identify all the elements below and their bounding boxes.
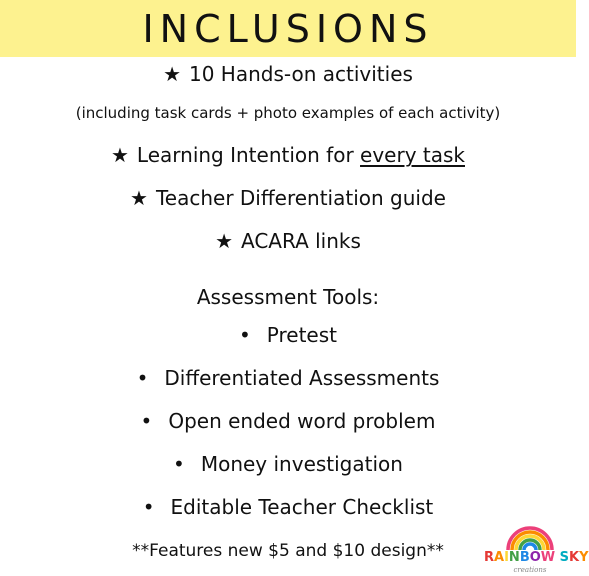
assessment-item-text: Money investigation bbox=[200, 452, 403, 476]
star-icon: ★ bbox=[163, 62, 181, 86]
inclusion-item bbox=[0, 143, 576, 167]
star-icon: ★ bbox=[130, 186, 148, 210]
logo-tagline: creations bbox=[513, 566, 547, 574]
title-banner bbox=[0, 0, 576, 57]
assessment-item bbox=[0, 366, 576, 390]
inclusion-text: Teacher Differentiation guide bbox=[155, 186, 446, 210]
inclusion-note-text: (including task cards + photo examples of each activity) bbox=[75, 104, 501, 122]
assessment-item bbox=[0, 409, 576, 433]
inclusion-note bbox=[0, 104, 576, 122]
footer-prefix: ** bbox=[132, 541, 150, 561]
inclusion-underlined-text: every task bbox=[360, 143, 465, 167]
inclusion-item bbox=[0, 186, 576, 210]
rainbow-sky-logo bbox=[484, 516, 589, 576]
inclusion-text: 10 Hands-on activities bbox=[189, 62, 413, 86]
logo-name: RAINBOW SKY bbox=[484, 550, 589, 565]
star-icon: ★ bbox=[215, 229, 234, 253]
bullet-icon: • bbox=[173, 452, 185, 476]
bullet-icon: • bbox=[136, 366, 149, 390]
footer-suffix: ** bbox=[426, 541, 444, 561]
assessment-item-text: Editable Teacher Checklist bbox=[170, 495, 434, 519]
assessment-item bbox=[0, 323, 576, 347]
assessment-item-text: Open ended word problem bbox=[168, 409, 436, 433]
assessment-item bbox=[0, 452, 576, 476]
bullet-icon: • bbox=[238, 323, 251, 347]
bullet-icon: • bbox=[140, 409, 153, 433]
inclusion-text: Learning Intention for bbox=[136, 143, 361, 167]
assessment-heading: Assessment Tools: bbox=[196, 285, 380, 309]
inclusion-item bbox=[0, 62, 576, 86]
inclusion-text: ACARA links bbox=[241, 229, 361, 253]
page-title: INCLUSIONS bbox=[142, 6, 434, 51]
inclusion-item bbox=[0, 229, 576, 253]
bullet-icon: • bbox=[142, 495, 155, 519]
assessment-item-text: Pretest bbox=[266, 323, 337, 347]
assessment-item-text: Differentiated Assessments bbox=[164, 366, 440, 390]
star-icon: ★ bbox=[110, 143, 129, 167]
footer-text: Features new $5 and $10 design bbox=[149, 541, 427, 561]
